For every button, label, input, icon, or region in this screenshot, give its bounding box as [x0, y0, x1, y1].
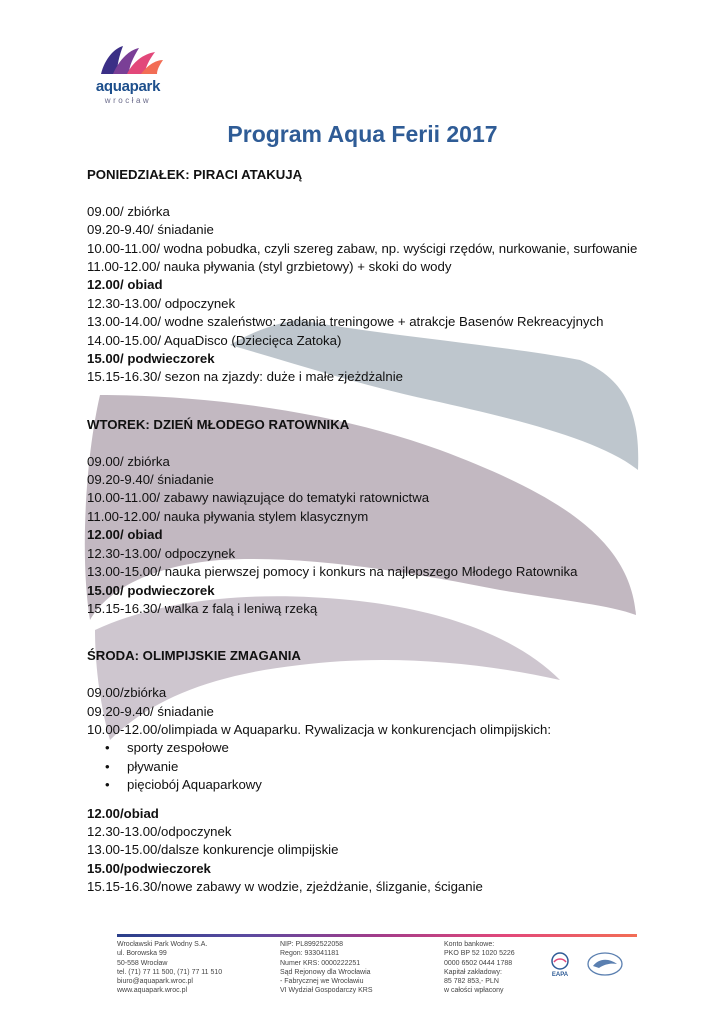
schedule-line: 10.00-11.00/ wodna pobudka, czyli szereg zabaw, np. wyścigi rzędów, nurkowanie, surfowanie — [87, 240, 638, 256]
schedule-line-meal: 15.00/ podwieczorek — [87, 351, 215, 367]
schedule-line: 09.20-9.40/ śniadanie — [87, 222, 214, 238]
list-item-label: pięciobój Aquaparkowy — [127, 777, 262, 793]
footer-text: 85 782 853,- PLN — [444, 978, 499, 986]
schedule-line-meal: 12.00/obiad — [87, 805, 159, 821]
footer-text: - Fabrycznej we Wrocławiu — [280, 978, 364, 986]
bullet-icon: • — [105, 777, 110, 793]
schedule-line: 12.30-13.00/ odpoczynek — [87, 545, 236, 561]
schedule-line-meal: 12.00/ obiad — [87, 527, 163, 543]
footer-text: Konto bankowe: — [444, 941, 495, 948]
schedule-line: 15.15-16.30/ sezon na zjazdy: duże i małe zjeżdżalnie — [87, 369, 403, 385]
schedule-line: 13.00-15.00/dalsze konkurencje olimpijskie — [87, 842, 339, 858]
schedule-line-meal: 12.00/ obiad — [87, 277, 163, 293]
aquapark-logo — [83, 40, 173, 110]
logo-waves-icon — [83, 40, 173, 80]
schedule-line: 12.30-13.00/odpoczynek — [87, 823, 232, 839]
list-item-label: sporty zespołowe — [127, 740, 229, 756]
footer-text: NIP: PL8992522058 — [280, 941, 344, 948]
schedule-line: 10.00-12.00/olimpiada w Aquaparku. Rywalizacja w konkurencjach olimpijskich: — [87, 721, 551, 737]
footer-text: Kapitał zakładowy: — [444, 968, 502, 976]
schedule-line: 11.00-12.00/ nauka pływania stylem klasycznym — [87, 508, 369, 524]
eapa-badge-label: EAPA — [551, 972, 569, 978]
monday-section — [87, 166, 639, 387]
list-item — [105, 739, 639, 757]
schedule-line: 11.00-12.00/ nauka pływania (styl grzbietowy) + skoki do wody — [87, 259, 452, 275]
schedule-line: 15.15-16.30/ walka z falą i leniwą rzeką — [87, 600, 318, 616]
list-item-label: pływanie — [127, 758, 179, 774]
wednesday-heading: ŚRODA: OLIMPIJSKIE ZMAGANIA — [87, 648, 301, 664]
company-footer — [117, 940, 637, 1010]
program-content — [87, 166, 639, 915]
footer-text: PKO BP 52 1020 5226 — [444, 950, 515, 958]
footer-divider — [117, 934, 637, 937]
monday-heading-rest: : PIRACI ATAKUJĄ — [185, 167, 303, 182]
footer-text: Wrocławski Park Wodny S.A. — [117, 941, 208, 948]
footer-address — [117, 940, 222, 996]
footer-text: VI Wydział Gospodarczy KRS — [280, 987, 373, 995]
footer-text: Sąd Rejonowy dla Wrocławia — [280, 968, 371, 976]
monday-heading — [87, 166, 639, 184]
page-title: Program Aqua Ferii 2017 — [227, 121, 498, 147]
logo-wordmark: aquapark — [95, 78, 161, 95]
schedule-line-meal: 15.00/ podwieczorek — [87, 582, 215, 598]
tuesday-section — [87, 416, 639, 618]
wednesday-section — [87, 647, 639, 896]
list-item — [105, 758, 639, 776]
schedule-line: 13.00-14.00/ wodne szaleństwo: zadania treningowe + atrakcje Basenów Rekreacyjnych — [87, 314, 604, 330]
footer-text: Numer KRS: 0000222251 — [280, 959, 361, 967]
footer-text: tel. (71) 77 11 500, (71) 77 11 510 — [117, 968, 223, 976]
monday-heading-day: PONIEDZIAŁEK — [87, 167, 186, 182]
schedule-line: 14.00-15.00/ AquaDisco (Dziecięca Zatoka) — [87, 332, 342, 348]
schedule-line-meal: 15.00/podwieczorek — [87, 860, 211, 876]
dolphin-badge-icon — [585, 950, 625, 978]
footer-text: w całości wpłacony — [444, 987, 504, 995]
schedule-line: 12.30-13.00/ odpoczynek — [87, 295, 236, 311]
schedule-line: 09.00/zbiórka — [87, 685, 167, 701]
bullet-icon: • — [105, 740, 110, 756]
footer-text: 50-558 Wrocław — [117, 959, 168, 967]
footer-text: 0000 6502 0444 1788 — [444, 959, 513, 967]
bullet-icon: • — [105, 758, 110, 774]
footer-bank — [444, 940, 515, 996]
schedule-line: 13.00-15.00/ nauka pierwszej pomocy i konkurs na najlepszego Młodego Ratownika — [87, 564, 578, 580]
footer-email[interactable]: biuro@aquapark.wroc.pl — [117, 978, 193, 986]
footer-registry — [280, 940, 373, 996]
logo-city: wrocław — [104, 96, 152, 105]
olympic-events-list — [87, 739, 639, 794]
schedule-line: 09.20-9.40/ śniadanie — [87, 703, 214, 719]
footer-website[interactable]: www.aquapark.wroc.pl — [117, 987, 188, 995]
schedule-line: 15.15-16.30/nowe zabawy w wodzie, zjeżdżanie, ślizganie, ściganie — [87, 879, 483, 895]
eapa-badge-icon — [547, 950, 573, 980]
footer-text: ul. Borowska 99 — [117, 950, 167, 958]
list-item — [105, 776, 639, 794]
schedule-line: 09.00/ zbiórka — [87, 203, 170, 219]
tuesday-heading: WTOREK: DZIEŃ MŁODEGO RATOWNIKA — [87, 416, 350, 432]
schedule-line: 10.00-11.00/ zabawy nawiązujące do tematyki ratownictwa — [87, 490, 430, 506]
footer-text: Regon: 933041181 — [280, 950, 340, 958]
schedule-line: 09.00/ zbiórka — [87, 453, 170, 469]
schedule-line: 09.20-9.40/ śniadanie — [87, 472, 214, 488]
